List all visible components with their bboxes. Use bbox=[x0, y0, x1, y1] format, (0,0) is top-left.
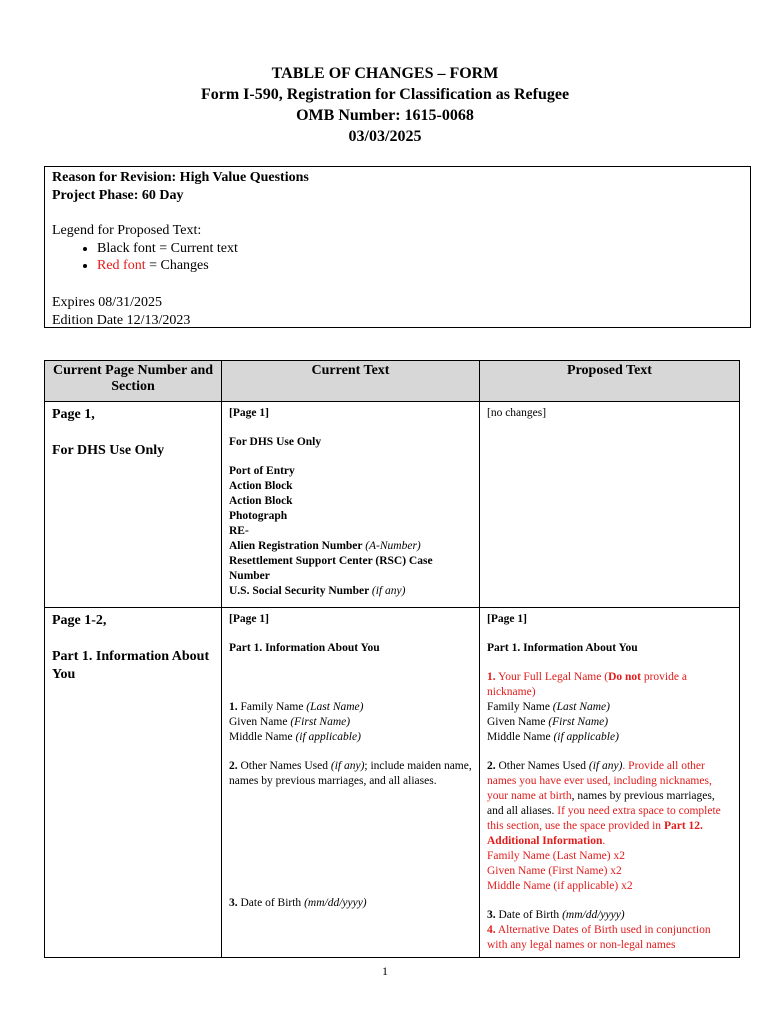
q-hint: (Last Name) bbox=[552, 701, 610, 713]
question-3 bbox=[487, 908, 732, 923]
reason-for-revision: Reason for Revision: High Value Questions bbox=[52, 170, 309, 185]
list-item: Port of Entry bbox=[229, 465, 295, 477]
q-hint: (if applicable) bbox=[553, 731, 619, 743]
page-ref: [Page 1] bbox=[487, 613, 527, 625]
q-num: 4. bbox=[487, 924, 496, 936]
part-heading: Part 1. Information About You bbox=[487, 642, 638, 654]
legend-red-rest: = Changes bbox=[145, 258, 209, 273]
question-2 bbox=[229, 759, 472, 789]
title-line-2: Form I-590, Registration for Classification as Refugee bbox=[200, 86, 570, 103]
proposed-text-cell bbox=[480, 402, 740, 608]
table-header-row bbox=[45, 361, 740, 402]
family-name-line bbox=[487, 700, 732, 715]
q-text: Given Name bbox=[229, 716, 291, 728]
q-hint: (First Name) bbox=[548, 716, 609, 728]
q-text: ; include maiden name, names by previous marriages, and all aliases. bbox=[229, 760, 472, 787]
ssn-hint: (if any) bbox=[371, 585, 406, 597]
current-text-cell bbox=[222, 402, 480, 608]
header-proposed-text: Proposed Text bbox=[480, 361, 740, 402]
q-hint: (First Name) bbox=[290, 716, 351, 728]
title-line-1: TABLE OF CHANGES – FORM bbox=[271, 65, 499, 82]
project-phase: Project Phase: 60 Day bbox=[52, 188, 184, 203]
list-item bbox=[229, 539, 472, 554]
q-text: Your Full Legal Name ( bbox=[495, 671, 609, 683]
q-text: Date of Birth bbox=[237, 897, 305, 909]
q-text: Family Name bbox=[237, 701, 307, 713]
part-heading: Part 1. Information About You bbox=[229, 642, 380, 654]
page-ref: [Page 1] bbox=[229, 613, 269, 625]
middle-name-line bbox=[487, 730, 732, 745]
q-text: Other Names Used bbox=[495, 760, 589, 772]
q-change: If you need extra space to complete this section, use the space provided in bbox=[487, 805, 721, 832]
middle-name-line bbox=[229, 730, 472, 745]
edition-date: Edition Date 12/13/2023 bbox=[52, 313, 191, 328]
q-hint: (if applicable) bbox=[295, 731, 361, 743]
legend-red-item bbox=[97, 257, 743, 274]
q-hint: (if any) bbox=[330, 760, 365, 772]
q-change-emphasis: Part 12. Additional Information bbox=[487, 820, 703, 847]
section-cell bbox=[45, 402, 222, 608]
q-text: Alternative Dates of Birth used in conjunction with any legal names or non-legal names bbox=[487, 924, 711, 951]
family-name-x2: Family Name (Last Name) x2 bbox=[487, 850, 625, 862]
q-num: 3. bbox=[487, 909, 496, 921]
q-text: provide a nickname) bbox=[487, 671, 687, 698]
legend-red-word: Red font bbox=[97, 258, 146, 273]
section-name: Part 1. Information About You bbox=[52, 649, 210, 682]
q-text: Middle Name bbox=[487, 731, 554, 743]
q-text: Given Name bbox=[487, 716, 549, 728]
q-num: 2. bbox=[487, 760, 496, 772]
question-2 bbox=[487, 759, 732, 849]
q-num: 1. bbox=[229, 701, 238, 713]
anum-hint: (A-Number) bbox=[365, 540, 421, 552]
section-cell bbox=[45, 608, 222, 958]
changes-table bbox=[44, 360, 740, 958]
no-changes: [no changes] bbox=[487, 407, 547, 419]
section-page: Page 1-2, bbox=[52, 613, 107, 628]
q-num: 1. bbox=[487, 671, 496, 683]
q-num: 3. bbox=[229, 897, 238, 909]
question-3 bbox=[229, 896, 472, 911]
q-change: . Provide all other names you have ever used, including nicknames, your name at birth bbox=[487, 760, 712, 802]
q-text: , names by previous marriages, and all aliases. bbox=[487, 790, 715, 817]
ssn-label: U.S. Social Security Number bbox=[229, 585, 372, 597]
current-text-cell bbox=[222, 608, 480, 958]
q-text: Middle Name bbox=[229, 731, 296, 743]
page-number: 1 bbox=[382, 964, 388, 978]
list-item: RE- bbox=[229, 525, 249, 537]
table-row bbox=[45, 402, 740, 608]
legend-black-item: • Black font = Current text bbox=[97, 240, 743, 257]
expires-date: Expires 08/31/2025 bbox=[52, 295, 163, 310]
list-item: Resettlement Support Center (RSC) Case Number bbox=[229, 555, 433, 582]
document-title bbox=[0, 63, 770, 147]
q-hint: (mm/dd/yyyy) bbox=[304, 897, 367, 909]
table-row bbox=[45, 608, 740, 958]
q-hint: (Last Name) bbox=[306, 701, 364, 713]
list-item: Action Block bbox=[229, 480, 293, 492]
q-text: Date of Birth bbox=[495, 909, 563, 921]
given-name-line bbox=[229, 715, 472, 730]
given-name-x2: Given Name (First Name) x2 bbox=[487, 865, 622, 877]
question-4 bbox=[487, 923, 732, 953]
given-name-line bbox=[487, 715, 732, 730]
middle-name-x2: Middle Name (if applicable) x2 bbox=[487, 880, 633, 892]
revision-info-box bbox=[44, 166, 751, 328]
page-ref: [Page 1] bbox=[229, 407, 269, 419]
proposed-text-cell bbox=[480, 608, 740, 958]
q-hint: (mm/dd/yyyy) bbox=[562, 909, 625, 921]
dhs-heading: For DHS Use Only bbox=[229, 436, 322, 448]
question-1 bbox=[487, 670, 732, 700]
q-text: Other Names Used bbox=[237, 760, 331, 772]
q-text: Family Name bbox=[487, 701, 553, 713]
title-line-4: 03/03/2025 bbox=[348, 128, 422, 145]
title-line-3: OMB Number: 1615-0068 bbox=[296, 107, 474, 124]
q-emphasis: Do not bbox=[608, 671, 641, 683]
q-change: . bbox=[602, 835, 606, 847]
list-item bbox=[229, 584, 472, 599]
question-1 bbox=[229, 700, 472, 715]
legend-title: Legend for Proposed Text: bbox=[52, 223, 202, 238]
section-page: Page 1, bbox=[52, 407, 95, 422]
header-current-text: Current Text bbox=[222, 361, 480, 402]
legend-list bbox=[52, 240, 743, 274]
list-item: Action Block bbox=[229, 495, 293, 507]
section-name: For DHS Use Only bbox=[52, 443, 165, 458]
header-section: Current Page Number and Section bbox=[45, 361, 222, 402]
q-num: 2. bbox=[229, 760, 238, 772]
q-hint: (if any) bbox=[588, 760, 623, 772]
anum-label: Alien Registration Number bbox=[229, 540, 366, 552]
list-item: Photograph bbox=[229, 510, 288, 522]
